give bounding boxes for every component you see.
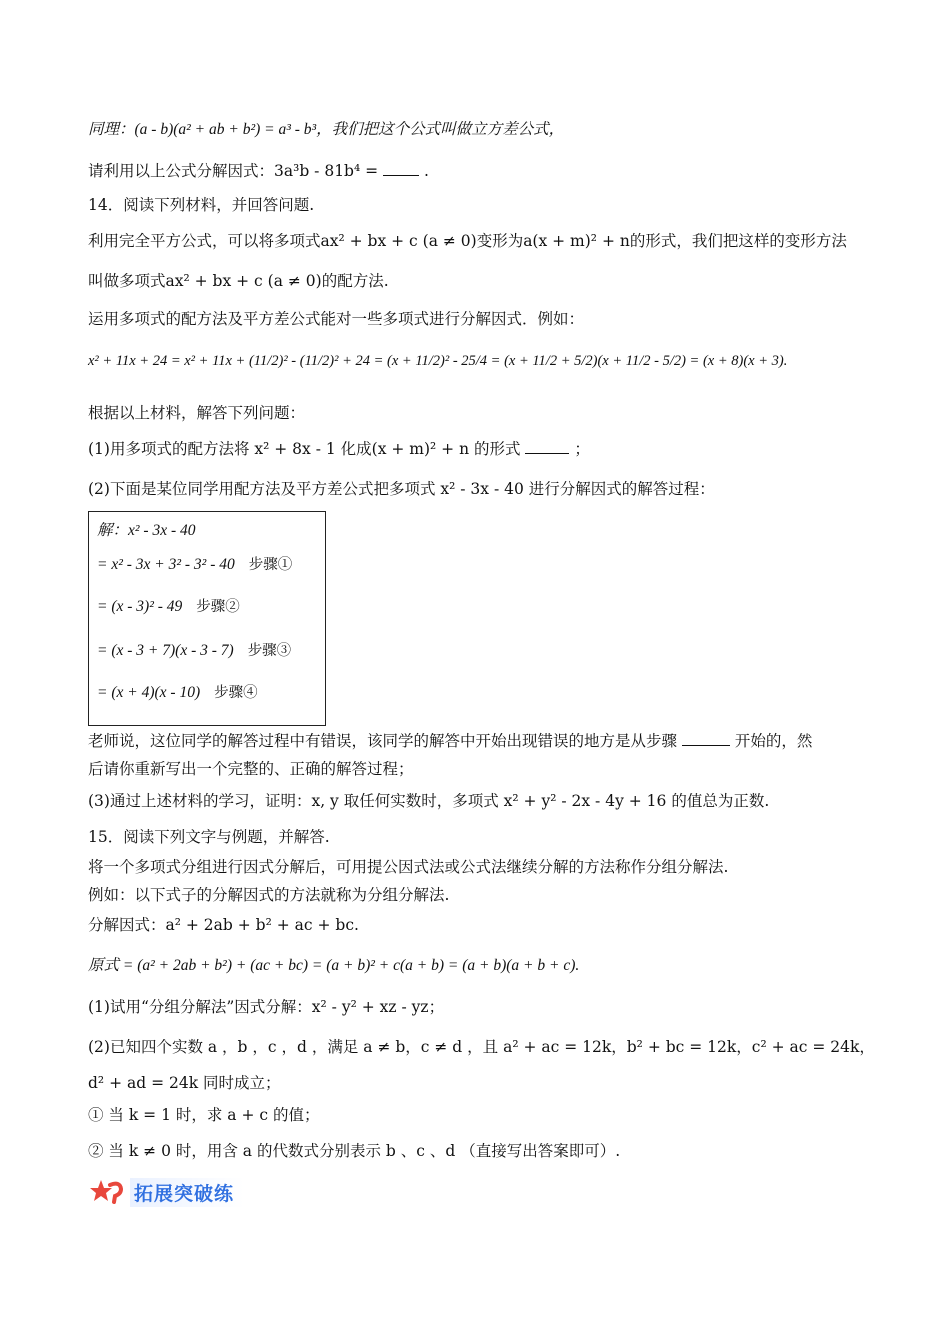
question-part-1: (1)用多项式的配方法将 x² + 8x - 1 化成(x + m)² + n 的形式 ； [88,440,590,458]
sub-question-1: ① 当 k = 1 时，求 a + c 的值； [88,1106,320,1124]
question-15-title: 15．阅读下列文字与例题，并解答. [88,828,330,846]
text-line-grouping-definition: 将一个多项式分组进行因式分解后，可用提公因式法或公式法继续分解的方法称作分组分解法. [88,858,729,876]
answer-blank[interactable] [682,731,730,746]
star-icon [90,1179,124,1205]
question-14-title: 14．阅读下列材料，并回答问题. [88,196,315,214]
text-line-factor-example: 分解因式：a² + 2ab + b² + ac + bc. [88,916,359,934]
solution-line: = x² - 3x + 3² - 3² - 40 步骤① [97,556,293,573]
solution-box [88,511,326,726]
prompt-text: 请利用以上公式分解因式：3a³b - 81b⁴ = [88,162,379,180]
solution-line: 解：x² - 3x - 40 [97,522,196,539]
text-line-example-intro: 例如：以下式子的分解因式的方法就称为分组分解法. [88,886,450,904]
prompt-end: . [423,162,429,180]
text-line-factor-prompt [88,160,429,182]
step-label: 步骤② [196,599,240,615]
banner-title: 拓展突破练 [130,1178,244,1207]
solution-line: = (x - 3 + 7)(x - 3 - 7) 步骤③ [97,642,292,659]
sub-question-2: ② 当 k ≠ 0 时，用含 a 的代数式分别表示 b 、c 、d （直接写出答案即可）. [88,1142,621,1160]
solution-line: = (x - 3)² - 49 步骤② [97,598,240,615]
text-line-completing-square: 利用完全平方公式，可以将多项式ax² + bx + c (a ≠ 0)变形为a(x + m)² + n的形式，我们把这样的变形方法 [88,232,847,250]
step-label: 步骤④ [214,685,258,701]
text-line-conditions: d² + ad = 24k 同时成立； [88,1074,281,1092]
answer-blank[interactable] [525,439,569,454]
question-15-part-1: (1)试用“分组分解法”因式分解：x² - y² + xz - yz； [88,998,445,1016]
text-line-method-intro: 运用多项式的配方法及平方差公式能对一些多项式进行分解因式．例如： [88,310,585,328]
text-line-completing-square-name: 叫做多项式ax² + bx + c (a ≠ 0)的配方法. [88,272,389,290]
example-equation: x² + 11x + 24 = x² + 11x + (11/2)² - (11/2)² + 24 = (x + 11/2)² - 25/4 = (x + 11/2 + 5/2)(x + 11/2 - 5/2) = (x + 8)(x + 3). [88,353,788,369]
text-line-rewrite: 后请你重新写出一个完整的、正确的解答过程； [88,760,414,778]
text-line-answer-prompt: 根据以上材料，解答下列问题： [88,404,306,422]
answer-blank[interactable] [383,161,419,176]
question-15-part-2: (2)已知四个实数 a ，b ，c ，d ，满足 a ≠ b，c ≠ d ，且 a² + ac = 12k，b² + bc = 12k，c² + ac = 24k， [88,1038,875,1056]
step-label: 步骤③ [247,643,292,659]
question-part-2: (2)下面是某位同学用配方法及平方差公式把多项式 x² - 3x - 40 进行分解因式的解答过程： [88,480,715,498]
step-label: 步骤① [248,557,293,573]
text-line-teacher-said: 老师说，这位同学的解答过程中有错误，该同学的解答中开始出现错误的地方是从步骤 开始的，然 [88,732,813,750]
solution-line: = (x + 4)(x - 10) 步骤④ [97,684,258,701]
text-line-cube-difference: 同理：(a - b)(a² + ab + b²) = a³ - b³，我们把这个公式叫做立方差公式， [88,121,565,138]
question-part-3: (3)通过上述材料的学习，证明：x, y 取任何实数时，多项式 x² + y² - 2x - 4y + 16 的值总为正数. [88,792,770,810]
section-banner [90,1178,244,1206]
text-line-original-expression: 原式 = (a² + 2ab + b²) + (ac + bc) = (a + b)² + c(a + b) = (a + b)(a + b + c). [88,957,580,974]
